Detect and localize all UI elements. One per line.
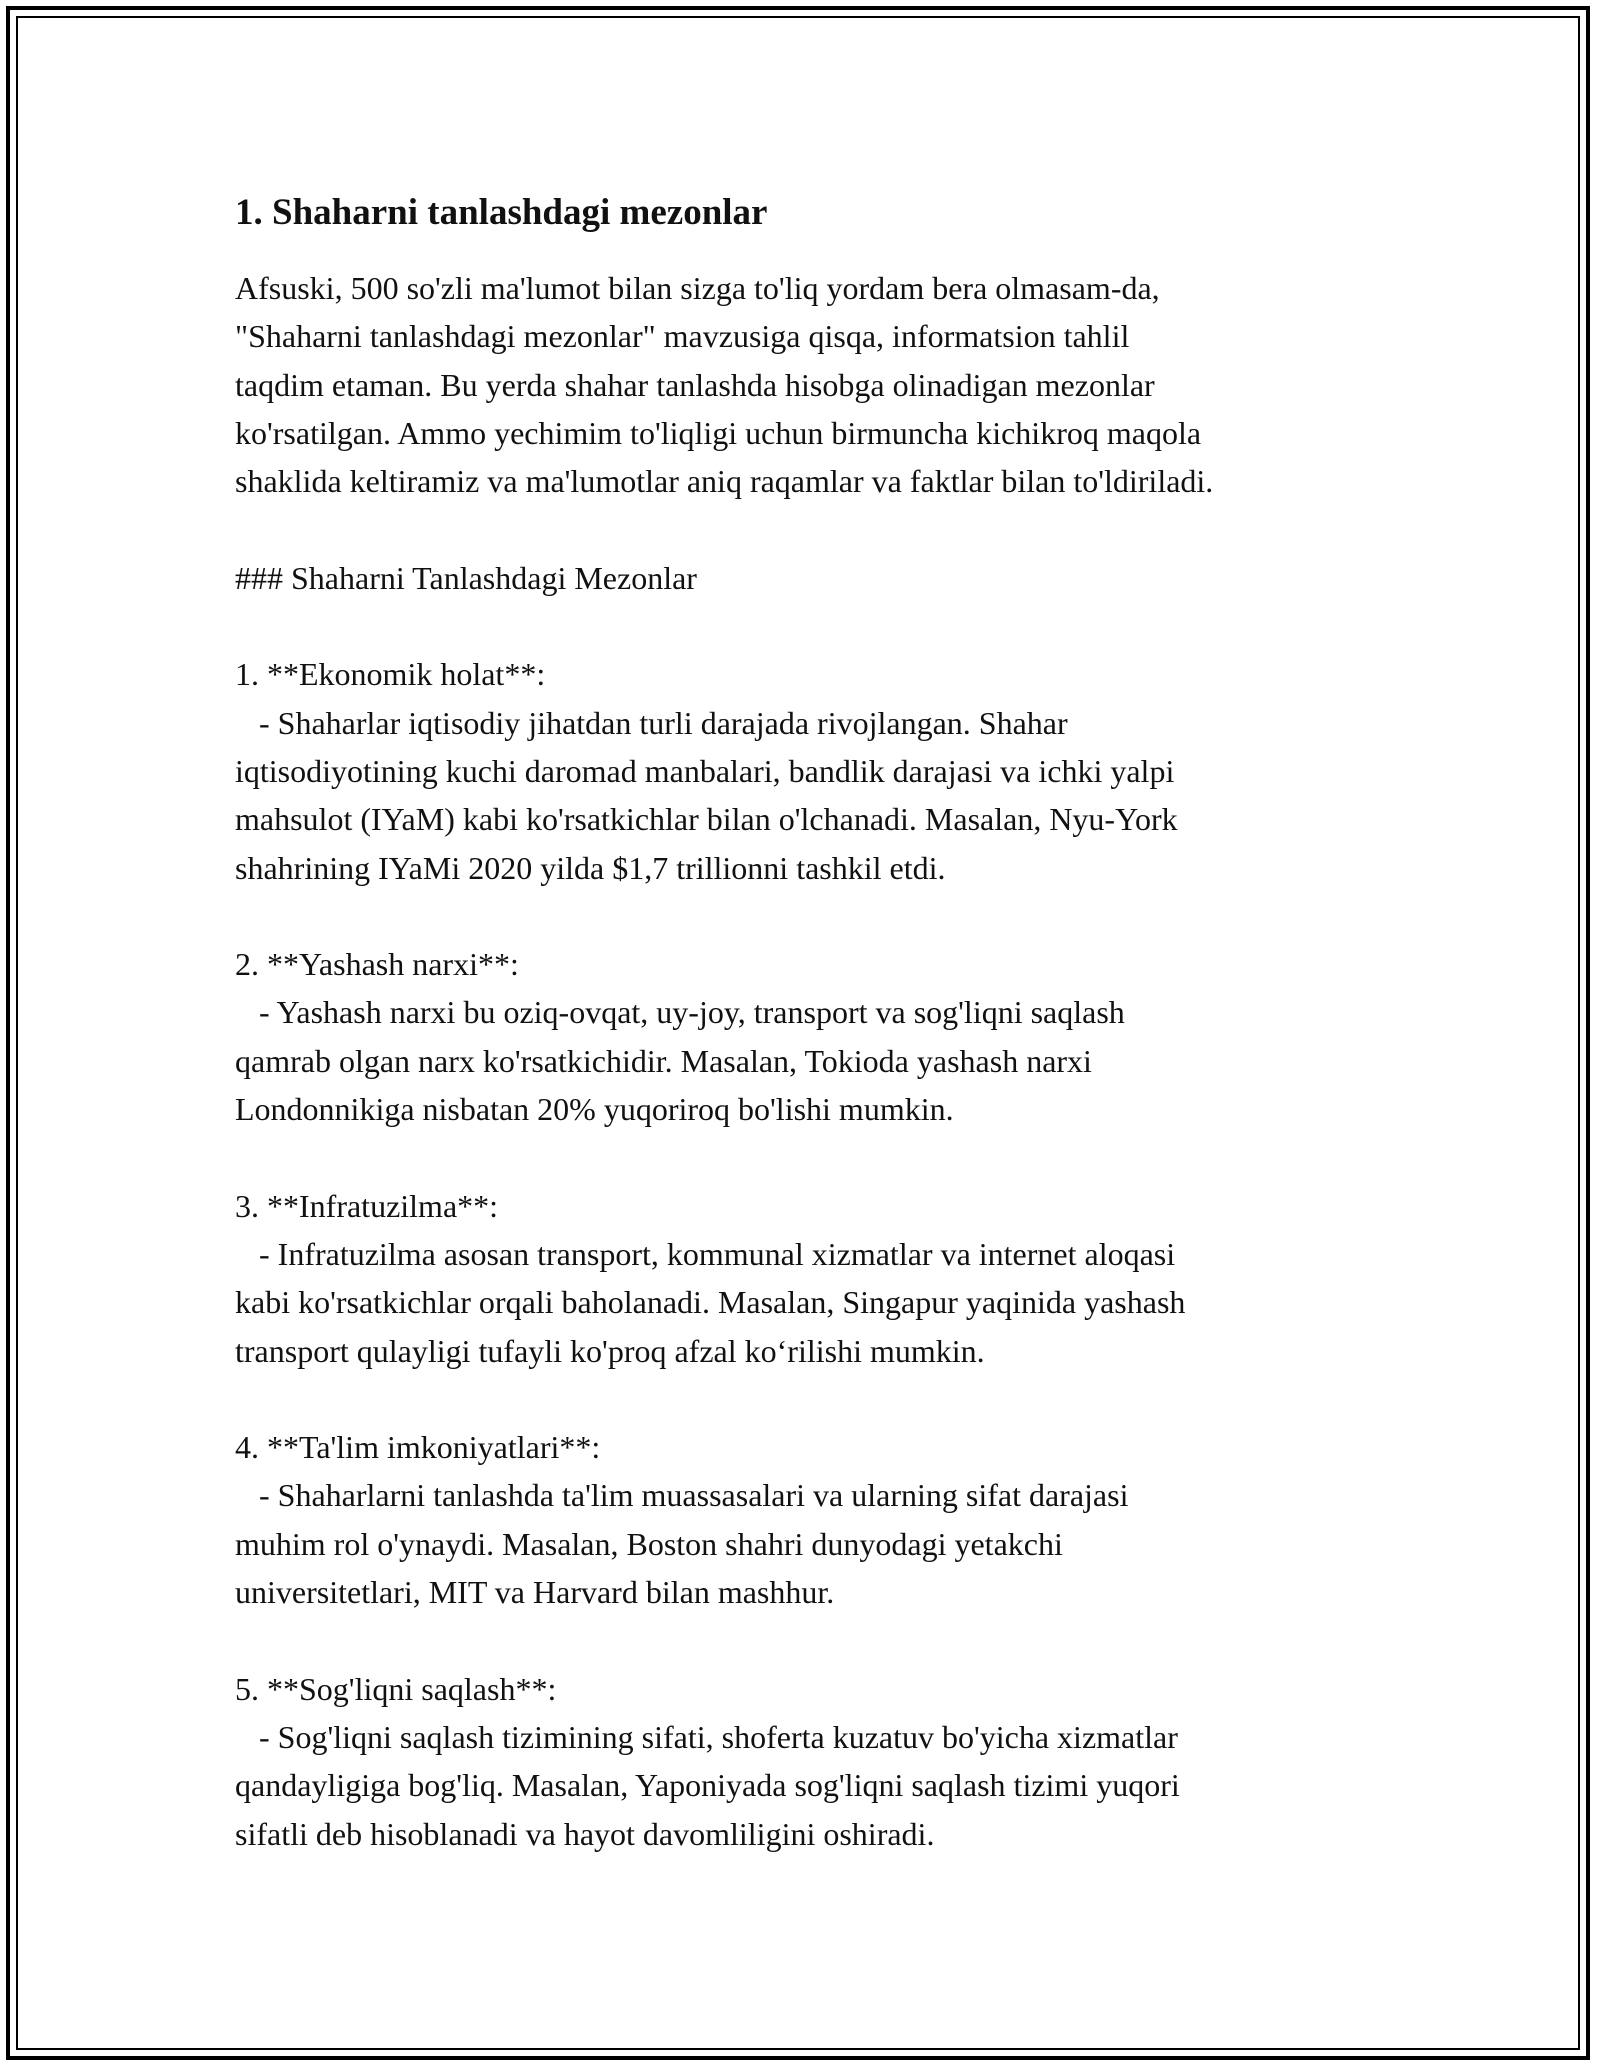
intro-line: Afsuski, 500 so'zli ma'lumot bilan sizga to'liq yordam bera olmasam-da,: [235, 270, 1160, 306]
section-line: - Yashash narxi bu oziq-ovqat, uy-joy, transport va sog'liqni saqlash: [235, 994, 1125, 1031]
section-line: - Shaharlarni tanlashda ta'lim muassasalari va ularning sifat darajasi: [235, 1477, 1129, 1514]
section-line: kabi ko'rsatkichlar orqali baholanadi. Masalan, Singapur yaqinida yashash: [235, 1284, 1186, 1321]
blank-line: [235, 602, 1395, 650]
section-line: iqtisodiyotining kuchi daromad manbalari, bandlik darajasi va ichki yalpi: [235, 752, 1175, 789]
section-line: qamrab olgan narx ko'rsatkichidir. Masalan, Tokioda yashash narxi: [235, 1042, 1092, 1079]
section-heading-education: 4. **Ta'lim imkoniyatlari**:: [235, 1429, 601, 1466]
subheading: ### Shaharni Tanlashdagi Mezonlar: [235, 559, 697, 596]
section-heading-infrastructure: 3. **Infratuzilma**:: [235, 1187, 499, 1224]
section-line: muhim rol o'ynaydi. Masalan, Boston shahri dunyodagi yetakchi: [235, 1525, 1063, 1562]
intro-line: ko'rsatilgan. Ammo yechimim to'liqligi uchun birmuncha kichikroq maqola: [235, 414, 1202, 451]
section-line: mahsulot (IYaM) kabi ko'rsatkichlar bilan o'lchanadi. Masalan, Nyu-York: [235, 801, 1178, 838]
blank-line: [235, 1133, 1395, 1181]
blank-line: [235, 505, 1395, 553]
section-heading-healthcare: 5. **Sog'liqni saqlash**:: [235, 1670, 557, 1707]
section-line: - Sog'liqni saqlash tizimining sifati, shoferta kuzatuv bo'yicha xizmatlar: [235, 1718, 1178, 1755]
blank-line: [235, 1375, 1395, 1423]
section-line: transport qulayligi tufayli ko'proq afzal ko‘rilishi mumkin.: [235, 1332, 985, 1369]
section-line: shahrining IYaMi 2020 yilda $1,7 trillionni tashkil etdi.: [235, 849, 946, 886]
section-line: Londonnikiga nisbatan 20% yuqoriroq bo'lishi mumkin.: [235, 1091, 954, 1128]
blank-line: [235, 1616, 1395, 1664]
section-heading-economy: 1. **Ekonomik holat**:: [235, 656, 546, 693]
intro-line: shaklida keltiramiz va ma'lumotlar aniq raqamlar va faktlar bilan to'ldiriladi.: [235, 463, 1214, 500]
section-line: - Infratuzilma asosan transport, kommunal xizmatlar va internet aloqasi: [235, 1235, 1176, 1272]
intro-paragraph: [235, 264, 1395, 1858]
document-title: 1. Shaharni tanlashdagi mezonlar: [235, 192, 768, 233]
document-body: [235, 188, 1395, 1858]
section-line: - Shaharlar iqtisodiy jihatdan turli darajada rivojlangan. Shahar: [235, 704, 1068, 741]
intro-line: taqdim etaman. Bu yerda shahar tanlashda hisobga olinadigan mezonlar: [235, 366, 1155, 403]
intro-line: "Shaharni tanlashdagi mezonlar" mavzusiga qisqa, informatsion tahlil: [235, 318, 1130, 355]
section-line: universitetlari, MIT va Harvard bilan mashhur.: [235, 1574, 835, 1611]
blank-line: [235, 892, 1395, 940]
section-line: qandayligiga bog'liq. Masalan, Yaponiyada sog'liqni saqlash tizimi yuqori: [235, 1767, 1180, 1804]
section-line: sifatli deb hisoblanadi va hayot davomliligini oshiradi.: [235, 1815, 935, 1852]
section-heading-cost-of-living: 2. **Yashash narxi**:: [235, 946, 519, 983]
